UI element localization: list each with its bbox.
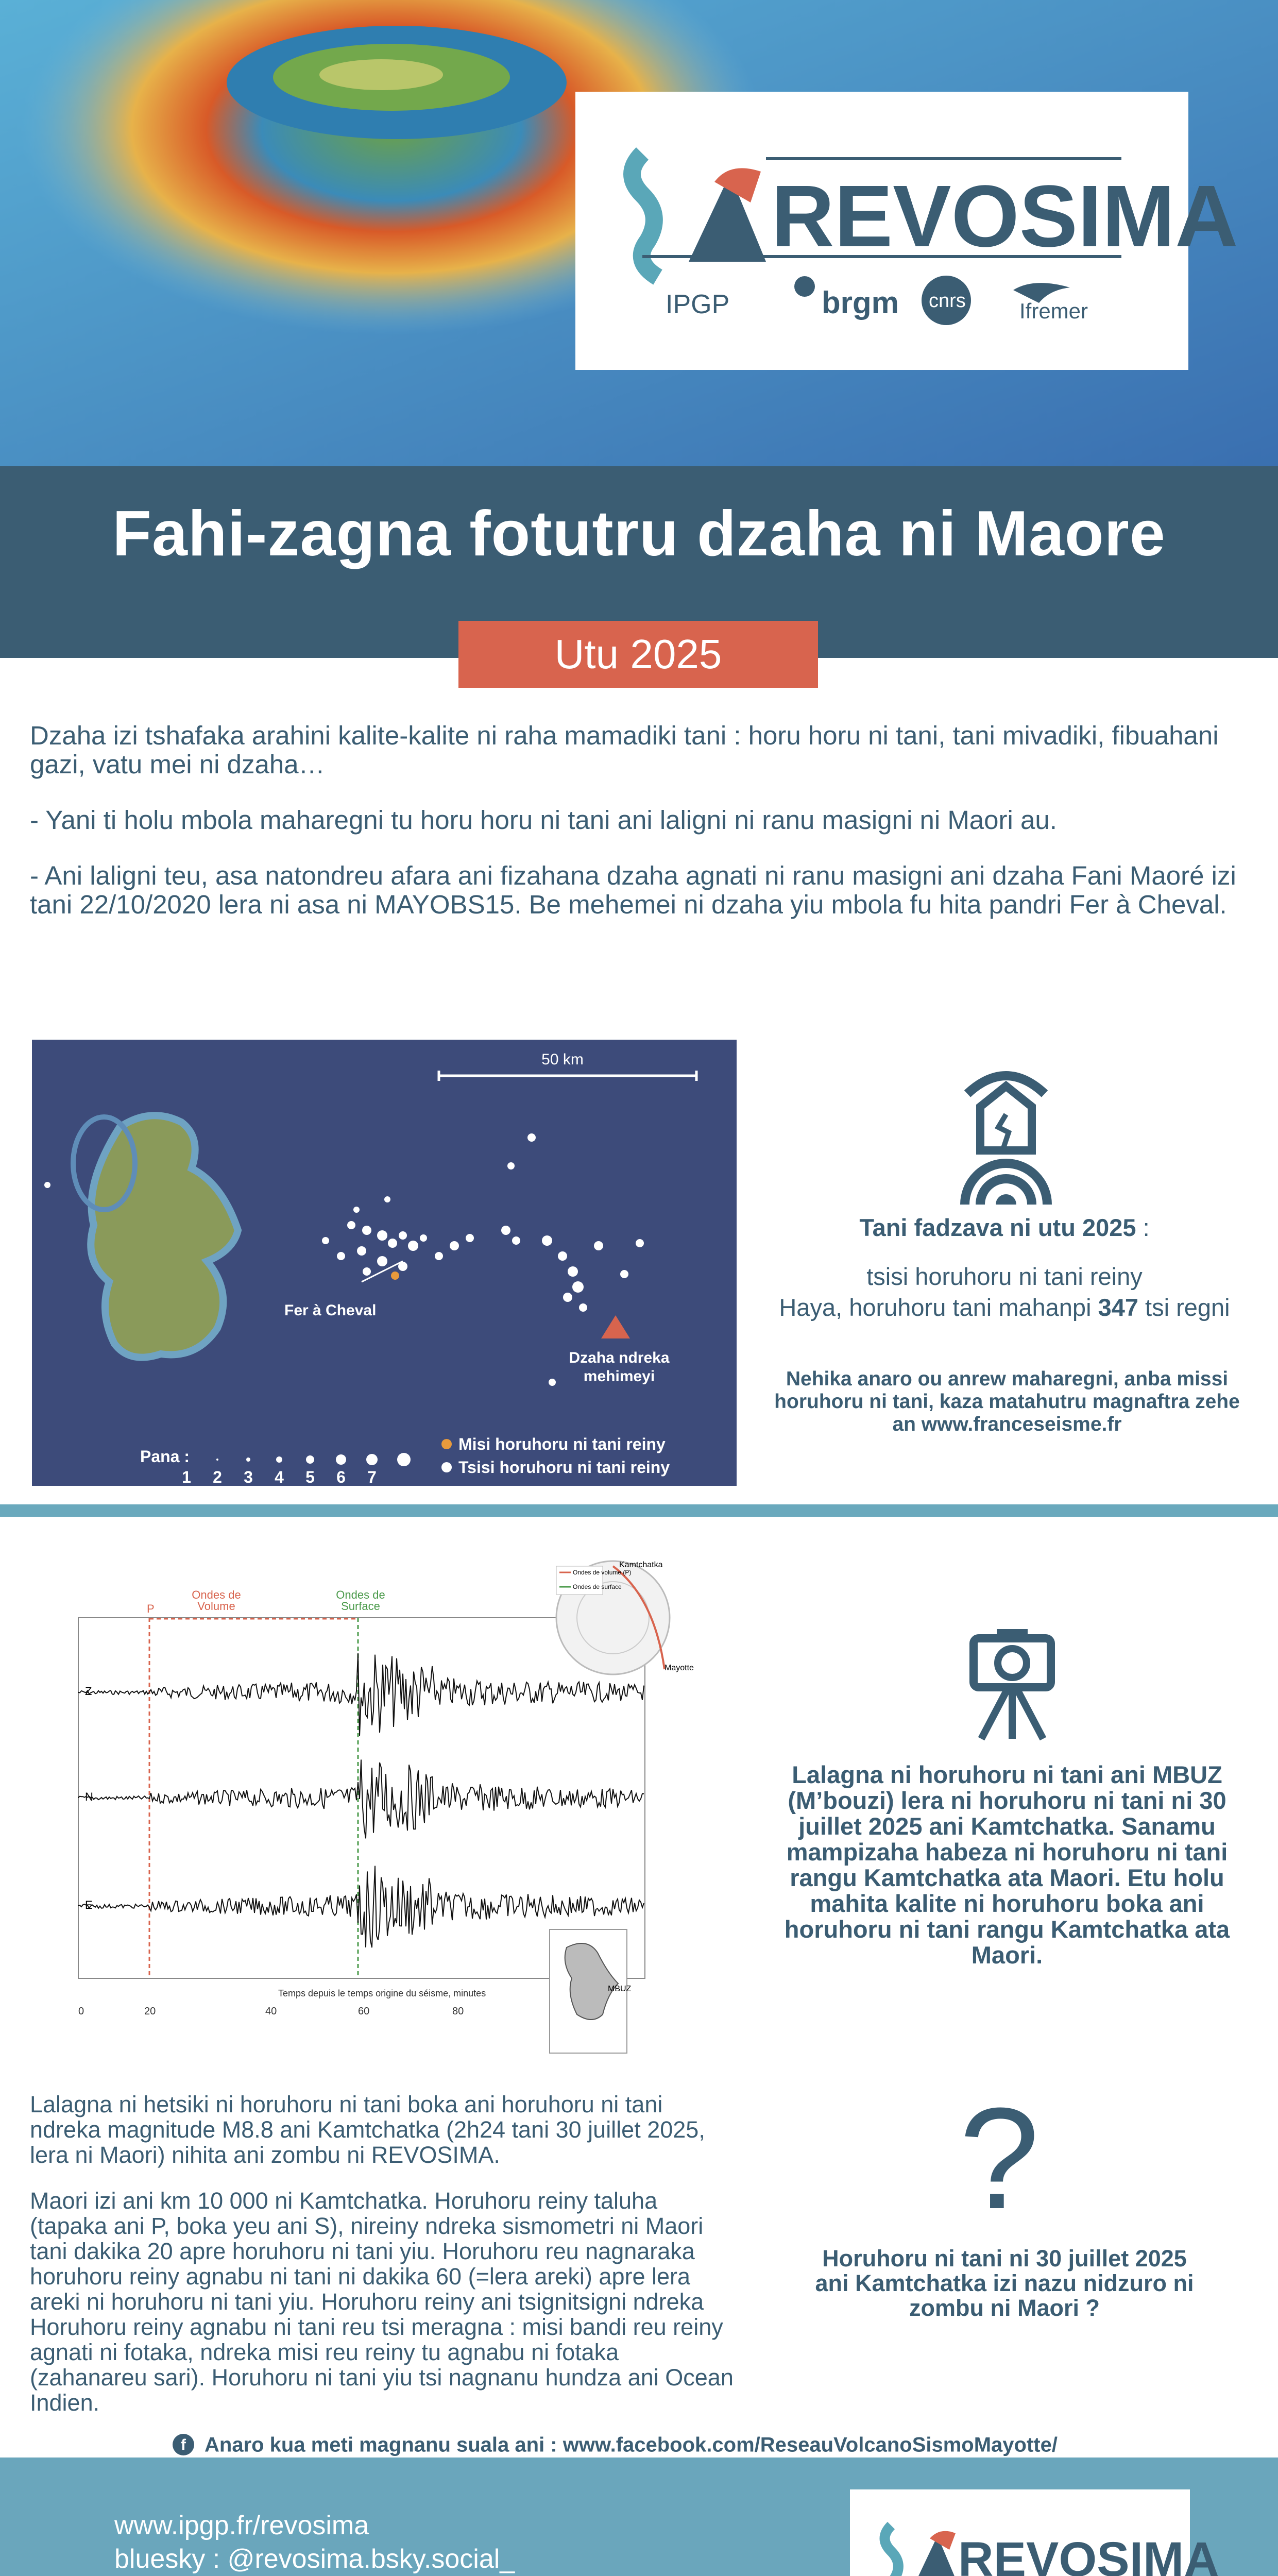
footer-bluesky[interactable]: bluesky : @revosima.bsky.social_ [114, 2544, 515, 2574]
revosima-logo-card [575, 92, 1238, 370]
intro-paragraph-2: - Yani ti holu mbola maharegni tu horu horu ni tani ani laligni ni ranu masigni ni Maori au. [30, 805, 1057, 835]
svg-text:20: 20 [144, 2006, 156, 2017]
channel-z: Z [85, 1685, 92, 1698]
legend-orange-label: Misi horuhoru ni tani reiny [458, 1435, 666, 1453]
label-volcano: Dzaha ndreka mehimeyi [569, 1349, 670, 1385]
brgm-dot-icon [794, 276, 815, 297]
x-axis-label: Temps depuis le temps origine du séisme, minutes [278, 1988, 486, 1998]
footer-logo-card [850, 2489, 1219, 2576]
svg-text:80: 80 [452, 2006, 464, 2017]
house-seismic-icon [957, 1065, 1055, 1205]
inset-mayotte: Mayotte [664, 1664, 694, 1672]
partner-ifremer: Ifremer [1019, 299, 1088, 323]
felt-quake-dot [391, 1272, 399, 1280]
camera-icon [966, 1623, 1059, 1741]
svg-text:60: 60 [358, 2006, 370, 2017]
revosima-logo-icon [575, 92, 1238, 370]
footer-link-ipgp[interactable]: www.ipgp.fr/revosima [114, 2511, 369, 2540]
legend-orange-dot [441, 1439, 452, 1449]
article-text [30, 2092, 738, 2415]
logo-wordmark: REVOSIMA [771, 167, 1238, 265]
partner-brgm: brgm [822, 285, 899, 320]
stats-line-2: Haya, horuhoru tani mahanpi 347 tsi regni [779, 1294, 1230, 1321]
channel-n: N [85, 1790, 93, 1803]
label-p: P [147, 1602, 155, 1615]
quake-count: 347 [1098, 1294, 1138, 1321]
question-block-text: Horuhoru ni tani ni 30 juillet 2025 ani Kamtchatka izi nazu nidzuro ni zombu ni Maori ? [815, 2245, 1194, 2321]
svg-text:7: 7 [367, 1468, 377, 1486]
channel-e: E [85, 1899, 93, 1911]
date-badge: Utu 2025 [458, 621, 818, 688]
stats-line-1: tsisi horuhoru ni tani reiny [866, 1263, 1143, 1290]
article-paragraph-1: Lalagna ni hetsiki ni horuhoru ni tani boka ani horuhoru ni tani ndreka magnitude M8.8 ani Kamtchatka (2h24 tani 30 juillet 2025, lera ni Maori) nihita ani zombu ni REVOSIMA. [30, 2091, 705, 2168]
camera-block-text: Lalagna ni horuhoru ni tani ani MBUZ (M’bouzi) lera ni horuhoru ni tani ni 30 juillet 2025 ani Kamtchatka. Sanamu mampizaha habeza ni horuhoru ni tani rangu Kamtchatka ata Maori. Etu holu mahita kalite ni horuhoru boka ani horuhoru ni tani rangu Kamtchatka ata Maori. [784, 1761, 1230, 1969]
partner-ipgp: IPGP [666, 290, 730, 319]
label-surface-waves: Ondes de Surface [336, 1588, 385, 1613]
stats-note: Nehika anaro ou anrew maharegni, anba missi horuhoru ni tani, kaza matahutru magnaftra zehe an www.franceseisme.fr [774, 1368, 1240, 1435]
svg-text:2: 2 [213, 1468, 222, 1486]
intro-text [30, 721, 1246, 946]
svg-text:0: 0 [78, 2006, 84, 2017]
intro-paragraph-3: - Ani laligni teu, asa natondreu afara ani fizahana dzaha agnati ni ranu masigni ani dzaha Fani Maoré izi tani 22/10/2020 lera ni asa ni MAYOBS15. Be mehemei ni dzaha yiu mbola fu hita pandri Fer à Cheval. [30, 861, 1236, 919]
svg-text:6: 6 [336, 1468, 346, 1486]
article-paragraph-2: Maori izi ani km 10 000 ni Kamtchatka. Horuhoru reiny taluha (tapaka ani P, boka yeu ani S), nireiny ndreka sismometri ni Maori tani dakika 20 apre horuhoru ni tani yiu. Horuhoru reu nagnaraka horuhoru reiny agnabu ni tani ni dakika 60 (=lera areki) apre lera areki ni horuhoru ni tani yiu. Horuhoru reiny ani tsignitsigni ndreka Horuhoru reiny agnabu ni tani reu tsi meragna : misi bandi reu reiny agnati ni fotaka, ndreka misi reu reiny tu agnabu ni fotaka (zahanareu sari). Horuhoru ni tani yiu tsi nagnanu hundza ani Ocean Indien. [30, 2188, 734, 2416]
facebook-link[interactable]: Anaro kua meti magnanu suala ani : www.facebook.com/ReseauVolcanoSismoMayotte/ [205, 2433, 1058, 2456]
inset-legend-volume: Ondes de volume (P) [573, 1569, 632, 1576]
footer [0, 2458, 1278, 2576]
label-volume-waves: Ondes de Volume [192, 1588, 241, 1613]
section-divider [0, 1504, 1278, 1517]
svg-text:1: 1 [182, 1468, 191, 1486]
seismogram-figure [72, 1561, 694, 2017]
facebook-icon: f [173, 2434, 194, 2455]
label-fer-a-cheval: Fer à Cheval [284, 1302, 377, 1319]
stats-heading-text: Tani fadzava ni utu 2025 [859, 1214, 1136, 1241]
size-legend-label: Pana : [140, 1447, 190, 1466]
legend-white-dot [441, 1462, 452, 1472]
question-mark-icon: ? [959, 2078, 1040, 2239]
stats-heading: Tani fadzava ni utu 2025 : [859, 1214, 1150, 1241]
station-label: MBUZ [608, 1985, 632, 1993]
inset-legend-surface: Ondes de surface [573, 1583, 622, 1590]
facebook-line [173, 2431, 1203, 2462]
svg-text:5: 5 [305, 1468, 315, 1486]
page-title: Fahi-zagna fotutru dzaha ni Maore [112, 498, 1166, 569]
svg-text:4: 4 [275, 1468, 284, 1486]
x-axis-ticks [78, 2006, 554, 2017]
svg-text:3: 3 [244, 1468, 253, 1486]
legend-white-label: Tsisi horuhoru ni tani reiny [458, 1458, 670, 1477]
footer-logo-wordmark: REVOSIMA [958, 2532, 1219, 2576]
inset-kamtchatka: Kamtchatka [619, 1561, 663, 1569]
footer-logo-icon [850, 2489, 1219, 2576]
earthquake-map [32, 1040, 737, 1486]
partner-cnrs: cnrs [929, 290, 966, 312]
svg-text:40: 40 [265, 2006, 277, 2017]
intro-paragraph-1: Dzaha izi tshafaka arahini kalite-kalite ni raha mamadiki tani : horu horu ni tani, tani mivadiki, fibuahani gazi, vatu mei ni dzaha… [30, 721, 1219, 779]
scale-label: 50 km [541, 1051, 584, 1068]
